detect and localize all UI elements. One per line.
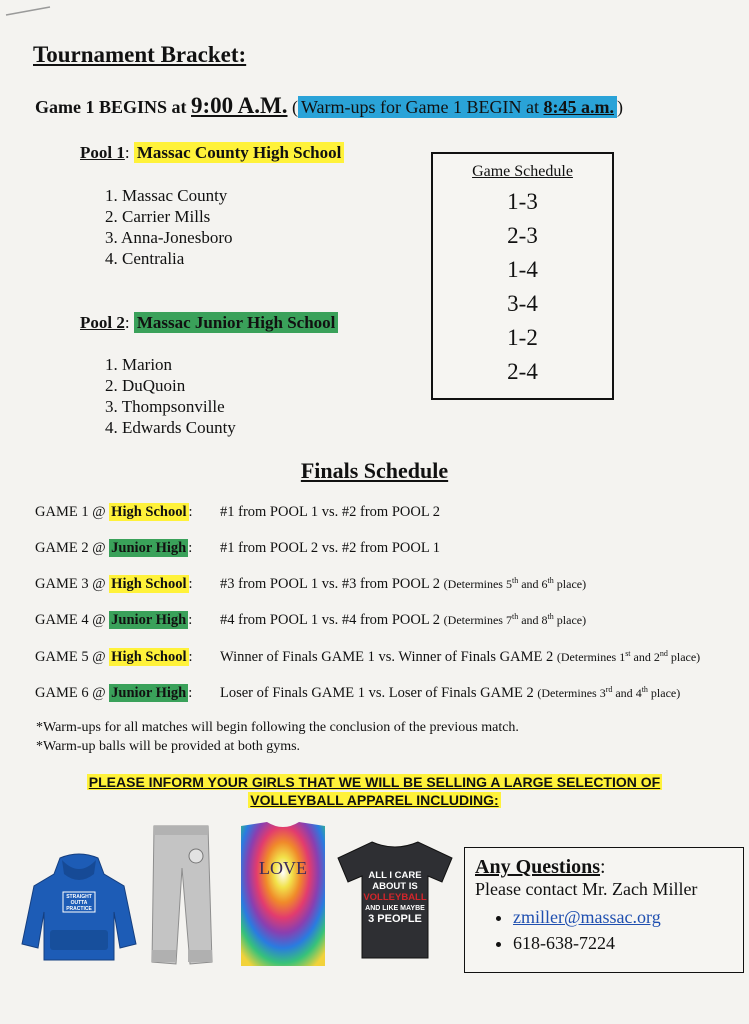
finals-row bbox=[35, 612, 587, 629]
contact-email-item bbox=[513, 904, 733, 930]
list-item: 3. Anna-Jonesboro bbox=[105, 228, 233, 247]
note-num: 7 bbox=[505, 613, 512, 627]
finals-colon: : bbox=[188, 649, 193, 665]
contact-box bbox=[464, 847, 744, 973]
finals-level: Junior High bbox=[111, 540, 187, 556]
schedule-game: 1-2 bbox=[507, 325, 538, 350]
note-sup: nd bbox=[659, 649, 668, 658]
schedule-game: 3-4 bbox=[507, 291, 538, 316]
contact-heading: Any Questions bbox=[475, 856, 601, 878]
finals-desc-text: #1 from POOL 2 vs. #2 from POOL 1 bbox=[220, 540, 441, 556]
note-post: place) bbox=[553, 613, 587, 627]
finals-note bbox=[444, 577, 586, 591]
note-num: 4 bbox=[635, 686, 642, 700]
finals-note bbox=[557, 650, 700, 664]
note-sup: th bbox=[547, 612, 554, 621]
note-num: 1 bbox=[619, 650, 626, 664]
paren-open: ( bbox=[291, 97, 298, 117]
note-num: 2 bbox=[653, 650, 660, 664]
warmup-highlight bbox=[298, 96, 617, 118]
note-sup: th bbox=[511, 612, 519, 621]
pool1-team-list bbox=[105, 185, 232, 269]
note-num: 3 bbox=[599, 686, 606, 700]
paren-close: ) bbox=[616, 97, 623, 117]
note-post: place) bbox=[553, 577, 587, 591]
note-and: and bbox=[612, 686, 636, 700]
game-schedule-list bbox=[433, 185, 612, 389]
finals-desc-text: Winner of Finals GAME 1 vs. Winner of Finals GAME 2 bbox=[220, 649, 557, 665]
finals-row bbox=[35, 649, 701, 666]
note-pre: (Determines bbox=[556, 650, 620, 664]
list-item: 1. Marion bbox=[105, 355, 173, 374]
finals-level: Junior High bbox=[111, 612, 187, 628]
contact-line: Please contact Mr. Zach Miller bbox=[475, 879, 698, 899]
pool2-colon: : bbox=[124, 313, 130, 332]
list-item: 3. Thompsonville bbox=[105, 397, 225, 416]
finals-desc bbox=[220, 504, 440, 521]
contact-email-link[interactable]: zmiller@massac.org bbox=[513, 907, 661, 927]
finals-desc-text: #1 from POOL 1 vs. #2 from POOL 2 bbox=[220, 504, 441, 520]
apparel-announcement bbox=[0, 773, 749, 809]
note-sup: th bbox=[641, 685, 648, 694]
pool1-school: Massac County High School bbox=[134, 142, 345, 163]
sweatpants-image bbox=[146, 822, 216, 968]
schedule-game: 1-4 bbox=[507, 257, 538, 282]
finals-row bbox=[35, 504, 441, 521]
pool1-label: Pool 1 bbox=[80, 143, 125, 162]
apparel-line2: VOLLEYBALL APPAREL INCLUDING: bbox=[250, 792, 499, 808]
pool1-colon: : bbox=[124, 143, 130, 162]
apparel-line1: PLEASE INFORM YOUR GIRLS THAT WE WILL BE SELLING A LARGE SELECTION OF bbox=[88, 774, 661, 790]
pool2-label: Pool 2 bbox=[80, 313, 125, 332]
note-post: place) bbox=[667, 650, 701, 664]
note-pre: (Determines bbox=[443, 613, 506, 627]
list-item: 2. DuQuoin bbox=[105, 376, 186, 395]
tshirt-text: 3 PEOPLE bbox=[368, 913, 422, 925]
warmup-time: 8:45 a.m. bbox=[543, 97, 614, 117]
contact-phone-item: • 618-638-7224 bbox=[513, 930, 733, 956]
tshirt-text: VOLLEYBALL bbox=[363, 892, 427, 903]
finals-colon: : bbox=[188, 576, 193, 592]
note-and: and bbox=[518, 613, 542, 627]
finals-level: High School bbox=[111, 576, 187, 592]
finals-level: High School bbox=[111, 504, 187, 520]
contact-list bbox=[475, 904, 733, 956]
finals-desc bbox=[220, 576, 586, 593]
game-schedule-title: Game Schedule bbox=[472, 163, 573, 180]
note-post: place) bbox=[647, 686, 681, 700]
schedule-game: 2-4 bbox=[507, 359, 538, 384]
pencil-mark bbox=[4, 4, 54, 18]
list-item: 4. Centralia bbox=[105, 249, 185, 268]
game1-start-line bbox=[35, 93, 623, 119]
pool1-heading bbox=[80, 143, 344, 163]
tiedye-text: LOVE bbox=[259, 858, 307, 878]
game1-time: 9:00 A.M. bbox=[191, 93, 288, 118]
finals-level: Junior High bbox=[111, 685, 187, 701]
note-and: and bbox=[630, 650, 654, 664]
note-sup: rd bbox=[605, 685, 613, 694]
hoodie-text: OUTTA bbox=[70, 900, 88, 906]
pool2-school: Massac Junior High School bbox=[134, 312, 339, 333]
schedule-game: 2-3 bbox=[507, 223, 538, 248]
finals-desc bbox=[220, 685, 680, 702]
finals-colon: : bbox=[188, 540, 193, 556]
finals-colon: : bbox=[188, 504, 193, 520]
schedule-game: 1-3 bbox=[507, 189, 538, 214]
finals-row bbox=[35, 576, 587, 593]
hoodie-text: STRAIGHT bbox=[66, 894, 92, 900]
tshirt-text: ABOUT IS bbox=[372, 881, 418, 892]
finals-title: Finals Schedule bbox=[300, 458, 449, 483]
finals-row bbox=[35, 685, 681, 702]
warmup-prefix: Warm-ups for Game 1 BEGIN at bbox=[300, 97, 544, 117]
page-title: Tournament Bracket: bbox=[33, 42, 247, 67]
contact-heading-colon: : bbox=[600, 856, 606, 878]
finals-game: GAME 5 @ bbox=[35, 649, 110, 665]
note-num: 8 bbox=[541, 613, 548, 627]
note-sup: st bbox=[625, 649, 631, 658]
pool2-team-list bbox=[105, 354, 236, 438]
note-num: 5 bbox=[505, 577, 512, 591]
finals-game: GAME 3 @ bbox=[35, 576, 110, 592]
note-pre: (Determines bbox=[443, 577, 506, 591]
finals-desc-text: #3 from POOL 1 vs. #3 from POOL 2 bbox=[220, 576, 444, 592]
finals-desc-text: #4 from POOL 1 vs. #4 from POOL 2 bbox=[220, 612, 444, 628]
hoodie-image bbox=[20, 852, 138, 964]
finals-desc bbox=[220, 649, 700, 666]
finals-colon: : bbox=[188, 685, 193, 701]
game1-prefix: Game 1 BEGINS at bbox=[35, 97, 192, 117]
note-and: and bbox=[518, 577, 542, 591]
finals-desc-text: Loser of Finals GAME 1 vs. Loser of Finals GAME 2 bbox=[220, 685, 538, 701]
tshirt-image bbox=[336, 838, 454, 960]
finals-colon: : bbox=[188, 612, 193, 628]
finals-note bbox=[537, 686, 680, 700]
note-pre: (Determines bbox=[537, 686, 600, 700]
tshirt-text: ALL I CARE bbox=[368, 870, 422, 881]
warmup-ball-note: *Warm-up balls will be provided at both gyms. bbox=[36, 739, 301, 754]
finals-game: GAME 1 @ bbox=[35, 504, 110, 520]
finals-desc bbox=[220, 612, 586, 629]
finals-game: GAME 2 @ bbox=[35, 540, 110, 556]
game-schedule-box bbox=[431, 152, 614, 400]
list-item: 4. Edwards County bbox=[105, 418, 236, 437]
finals-game: GAME 6 @ bbox=[35, 685, 110, 701]
list-item: 2. Carrier Mills bbox=[105, 207, 211, 226]
tiedye-shirt-image bbox=[237, 820, 329, 970]
finals-game: GAME 4 @ bbox=[35, 612, 110, 628]
finals-note bbox=[444, 613, 586, 627]
note-sup: th bbox=[511, 576, 519, 585]
note-sup: th bbox=[547, 576, 554, 585]
list-item: 1. Massac County bbox=[105, 186, 228, 205]
pool2-heading bbox=[80, 313, 338, 333]
warmup-note: *Warm-ups for all matches will begin following the conclusion of the previous match. bbox=[36, 720, 519, 735]
note-num: 6 bbox=[541, 577, 548, 591]
tshirt-text: AND LIKE MAYBE bbox=[365, 905, 425, 912]
hoodie-text: PRACTICE bbox=[66, 906, 92, 912]
finals-level: High School bbox=[111, 649, 187, 665]
finals-row bbox=[35, 540, 441, 557]
finals-desc bbox=[220, 540, 440, 557]
